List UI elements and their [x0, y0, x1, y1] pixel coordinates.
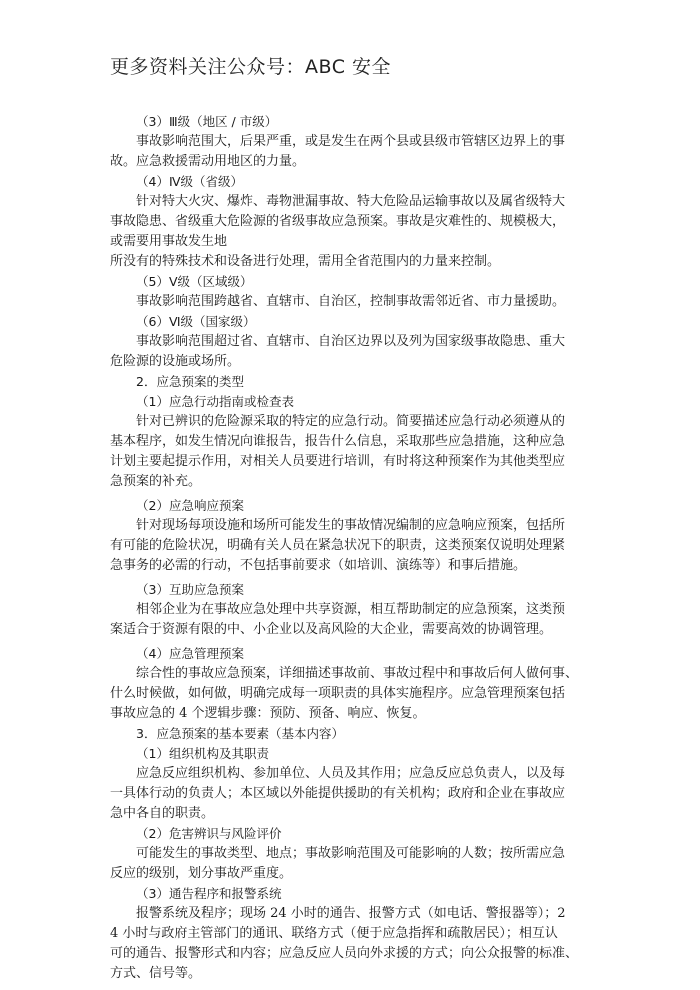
- section-heading-3: 3．应急预案的基本要素（基本内容）: [136, 726, 344, 741]
- document-body: [110, 112, 598, 984]
- paragraph-line: 应急反应组织机构、参加单位、人员及其作用；应急反应总负责人，以及每: [136, 766, 566, 781]
- heading-level-4: （4）Ⅳ级（省级）: [136, 174, 243, 189]
- paragraph-line: 事故影响范围大，后果严重，或是发生在两个县或县级市管辖区边界上的事: [136, 134, 566, 149]
- paragraph-line: 事故隐患、省级重大危险源的省级事故应急预案。事故是灾难性的、规模极大，: [110, 214, 566, 229]
- paragraph-line: 针对现场每项设施和场所可能发生的事故情况编制的应急响应预案，包括所: [136, 518, 566, 533]
- paragraph-line: 故。应急救援需动用地区的力量。: [110, 154, 306, 169]
- paragraph-line: 事故影响范围跨越省、直辖市、自治区，控制事故需邻近省、市力量援助。: [136, 294, 566, 309]
- paragraph-line: 相邻企业为在事故应急处理中共享资源，相互帮助制定的应急预案，这类预: [136, 602, 566, 617]
- paragraph-line: 所没有的特殊技术和设备进行处理，需用全省范围内的力量来控制。: [110, 254, 501, 269]
- paragraph-line: 一具体行动的负责人；本区域以外能提供援助的有关机构；政府和企业在事故应: [110, 786, 566, 801]
- paragraph-line: 可能发生的事故类型、地点；事故影响范围及可能影响的人数；按所需应急: [136, 846, 566, 861]
- subheading-management: （4）应急管理预案: [136, 646, 244, 661]
- paragraph-line: 急预案的补充。: [110, 474, 202, 489]
- subheading-hazard: （2）危害辨识与风险评价: [136, 826, 282, 841]
- paragraph-line: 案适合于资源有限的中、小企业以及高风险的大企业，需要高效的协调管理。: [110, 622, 553, 637]
- paragraph-line: 事故影响范围超过省、直辖市、自治区边界以及列为国家级事故隐患、重大: [136, 334, 566, 349]
- paragraph-line: 有可能的危险状况，明确有关人员在紧急状况下的职责，这类预案仅说明处理紧: [110, 538, 566, 553]
- paragraph-line: 针对已辨识的危险源采取的特定的应急行动。简要描述应急行动必须遵从的: [136, 414, 566, 429]
- paragraph-line: 可的通告、报警形式和内容；应急反应人员向外求援的方式；向公众报警的标准、: [110, 946, 579, 961]
- heading-level-6: （6）Ⅵ级（国家级）: [136, 314, 256, 329]
- paragraph-line: 计划主要起提示作用，对相关人员要进行培训，有时将这种预案作为其他类型应: [110, 454, 566, 469]
- paragraph-line: 急事务的必需的行动，不包括事前要求（如培训、演练等）和事后措施。: [110, 558, 527, 573]
- subheading-mutual: （3）互助应急预案: [136, 582, 244, 597]
- paragraph-line: 报警系统及程序；现场 24 小时的通告、报警方式（如电话、警报器等）；2: [136, 906, 566, 921]
- paragraph-line: 针对特大火灾、爆炸、毒物泄漏事故、特大危险品运输事故以及属省级特大: [136, 194, 566, 209]
- section-heading-2: 2．应急预案的类型: [136, 374, 244, 389]
- subheading-organization: （1）组织机构及其职责: [136, 746, 269, 761]
- paragraph-line: 4 小时与政府主管部门的通讯、联络方式（便于应急指挥和疏散居民）；相互认: [110, 926, 558, 941]
- paragraph-line: 或需要用事故发生地: [110, 234, 228, 249]
- paragraph-line: 危险源的设施或场所。: [110, 354, 241, 369]
- subheading-guide: （1）应急行动指南或检查表: [136, 394, 294, 409]
- heading-level-5: （5）Ⅴ级（区域级）: [136, 274, 253, 289]
- paragraph-line: 什么时候做，如何做，明确完成每一项职责的具体实施程序。应急管理预案包括: [110, 686, 566, 701]
- paragraph-line: 急中各自的职责。: [110, 806, 215, 821]
- paragraph-line: 基本程序，如发生情况向谁报告，报告什么信息，采取那些应急措施，这种应急: [110, 434, 566, 449]
- heading-level-3: （3）Ⅲ级（地区 / 市级）: [136, 114, 278, 129]
- subheading-alarm: （3）通告程序和报警系统: [136, 886, 282, 901]
- subheading-response: （2）应急响应预案: [136, 498, 244, 513]
- paragraph-line: 综合性的事故应急预案，详细描述事故前、事故过程中和事故后何人做何事、: [136, 666, 579, 681]
- paragraph-line: 反应的级别，划分事故严重度。: [110, 866, 293, 881]
- page-header: 更多资料关注公众号：ABC 安全: [110, 56, 392, 78]
- paragraph-line: 事故应急的 4 个逻辑步骤：预防、预备、响应、恢复。: [110, 706, 426, 721]
- paragraph-line: 方式、信号等。: [110, 966, 202, 981]
